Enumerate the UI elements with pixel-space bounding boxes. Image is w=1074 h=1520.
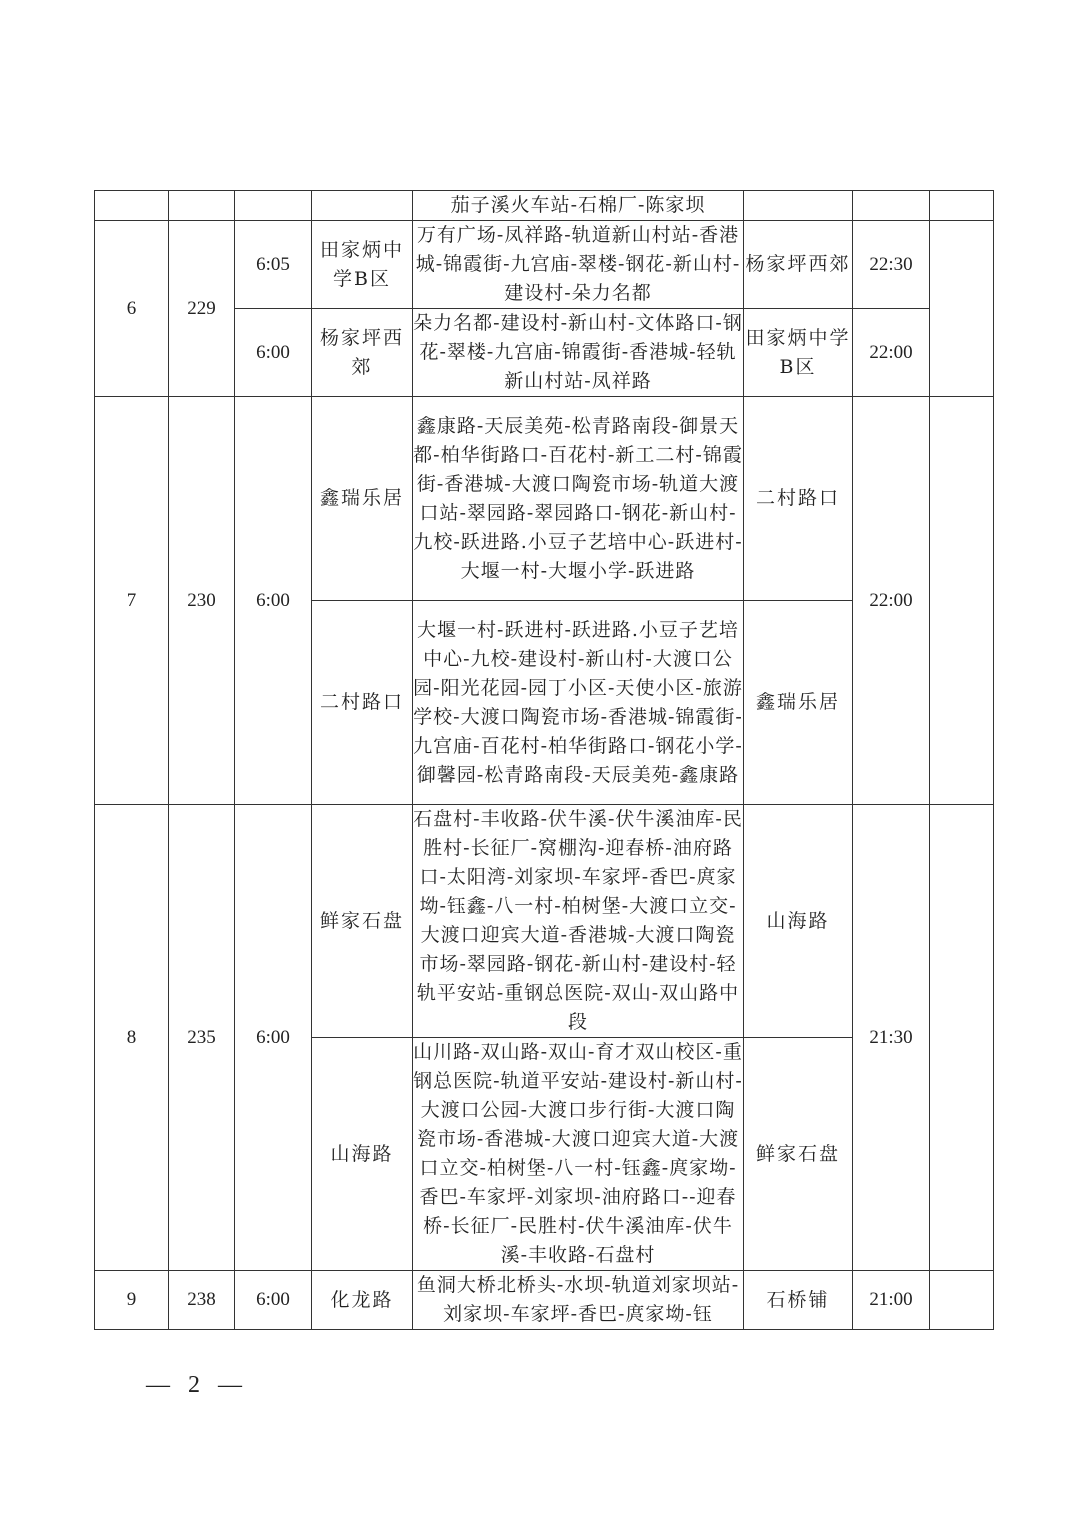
last-bus-cell: 22:30 bbox=[853, 221, 930, 309]
origin-cell: 鲜家石盘 bbox=[312, 805, 413, 1038]
origin-cell: 化龙路 bbox=[312, 1271, 413, 1330]
table-row bbox=[95, 397, 994, 601]
route-cell: 鱼洞大桥北桥头-水坝-轨道刘家坝站-刘家坝-车家坪-香巴-庹家坳-钰 bbox=[413, 1271, 744, 1330]
first-bus-cell: 6:00 bbox=[235, 309, 312, 397]
table-row bbox=[95, 191, 994, 221]
last-bus-cell: 22:00 bbox=[853, 397, 930, 805]
line-cell: 230 bbox=[169, 397, 235, 805]
destination-cell: 山海路 bbox=[744, 805, 853, 1038]
first-bus-cell: 6:00 bbox=[235, 397, 312, 805]
line-cell: 235 bbox=[169, 805, 235, 1271]
remark-cell bbox=[930, 1271, 994, 1330]
destination-cell bbox=[744, 191, 853, 221]
line-cell bbox=[169, 191, 235, 221]
destination-cell: 杨家坪西郊 bbox=[744, 221, 853, 309]
last-bus-cell: 22:00 bbox=[853, 309, 930, 397]
seq-cell: 6 bbox=[95, 221, 169, 397]
origin-cell: 鑫瑞乐居 bbox=[312, 397, 413, 601]
page-number: — 2 — bbox=[146, 1372, 248, 1398]
line-cell: 229 bbox=[169, 221, 235, 397]
route-cell: 朵力名都-建设村-新山村-文体路口-钢花-翠楼-九宫庙-锦霞街-香港城-轻轨新山村站-凤祥路 bbox=[413, 309, 744, 397]
remark-cell bbox=[930, 397, 994, 805]
origin-cell: 田家炳中学B区 bbox=[312, 221, 413, 309]
route-cell: 石盘村-丰收路-伏牛溪-伏牛溪油库-民胜村-长征厂-窝棚沟-迎春桥-油府路口-太阳湾-刘家坝-车家坪-香巴-庹家坳-钰鑫-八一村-柏树堡-大渡口立交-大渡口迎宾大道-香港城-大渡口陶瓷市场-翠园路-钢花-新山村-建设村-轻轨平安站-重钢总医院-双山-双山路中段 bbox=[413, 805, 744, 1038]
bus-schedule-table bbox=[94, 190, 994, 1330]
destination-cell: 鑫瑞乐居 bbox=[744, 601, 853, 805]
remark-cell bbox=[930, 805, 994, 1271]
origin-cell: 杨家坪西郊 bbox=[312, 309, 413, 397]
seq-cell bbox=[95, 191, 169, 221]
seq-cell: 9 bbox=[95, 1271, 169, 1330]
route-cell: 山川路-双山路-双山-育才双山校区-重钢总医院-轨道平安站-建设村-新山村-大渡口公园-大渡口步行街-大渡口陶瓷市场-香港城-大渡口迎宾大道-大渡口立交-柏树堡-八一村-钰鑫-庹家坳-香巴-车家坪-刘家坝-油府路口--迎春桥-长征厂-民胜村-伏牛溪油库-伏牛溪-丰收路-石盘村 bbox=[413, 1038, 744, 1271]
route-cell: 大堰一村-跃进村-跃进路.小豆子艺培中心-九校-建设村-新山村-大渡口公园-阳光花园-园丁小区-天使小区-旅游学校-大渡口陶瓷市场-香港城-锦霞街-九宫庙-百花村-柏华街路口-钢花小学-御馨园-松青路南段-天辰美苑-鑫康路 bbox=[413, 601, 744, 805]
destination-cell: 鲜家石盘 bbox=[744, 1038, 853, 1271]
table-row bbox=[95, 805, 994, 1038]
origin-cell bbox=[312, 191, 413, 221]
last-bus-cell: 21:00 bbox=[853, 1271, 930, 1330]
first-bus-cell: 6:00 bbox=[235, 1271, 312, 1330]
destination-cell: 石桥铺 bbox=[744, 1271, 853, 1330]
line-cell: 238 bbox=[169, 1271, 235, 1330]
first-bus-cell: 6:05 bbox=[235, 221, 312, 309]
origin-cell: 二村路口 bbox=[312, 601, 413, 805]
destination-cell: 二村路口 bbox=[744, 397, 853, 601]
route-cell: 茄子溪火车站-石棉厂-陈家坝 bbox=[413, 191, 744, 221]
seq-cell: 7 bbox=[95, 397, 169, 805]
last-bus-cell bbox=[853, 191, 930, 221]
route-cell: 鑫康路-天辰美苑-松青路南段-御景天都-柏华街路口-百花村-新工二村-锦霞街-香港城-大渡口陶瓷市场-轨道大渡口站-翠园路-翠园路口-钢花-新山村-九校-跃进路.小豆子艺培中心-跃进村-大堰一村-大堰小学-跃进路 bbox=[413, 397, 744, 601]
first-bus-cell: 6:00 bbox=[235, 805, 312, 1271]
seq-cell: 8 bbox=[95, 805, 169, 1271]
table-row bbox=[95, 221, 994, 309]
remark-cell bbox=[930, 191, 994, 221]
origin-cell: 山海路 bbox=[312, 1038, 413, 1271]
last-bus-cell: 21:30 bbox=[853, 805, 930, 1271]
route-cell: 万有广场-凤祥路-轨道新山村站-香港城-锦霞街-九宫庙-翠楼-钢花-新山村-建设村-朵力名都 bbox=[413, 221, 744, 309]
table-row bbox=[95, 1271, 994, 1330]
first-bus-cell bbox=[235, 191, 312, 221]
destination-cell: 田家炳中学B区 bbox=[744, 309, 853, 397]
remark-cell bbox=[930, 221, 994, 397]
